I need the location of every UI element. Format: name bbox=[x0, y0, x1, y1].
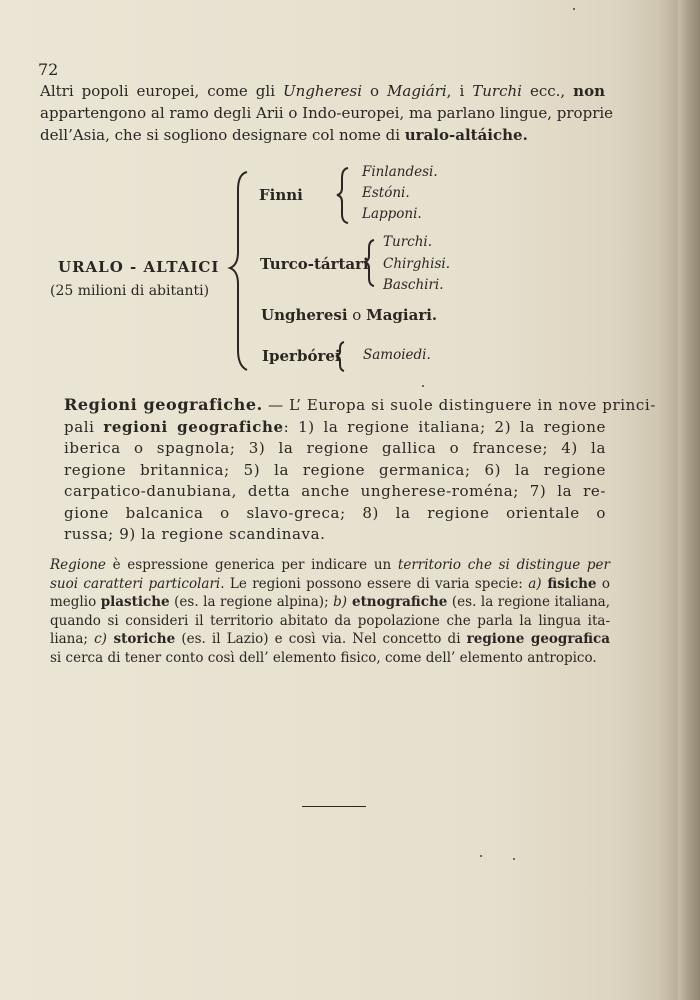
page-edge bbox=[678, 0, 700, 1000]
intro-line-3: dell’Asia, che si sogliono designare col nome di uralo-altáiche. bbox=[40, 126, 528, 144]
note-line-3: meglio plastiche (es. la regione alpina); b) etnografiche (es. la regione italiana, bbox=[50, 594, 610, 610]
end-rule bbox=[302, 806, 366, 807]
classification-diagram bbox=[0, 160, 700, 385]
note-line-1: Regione è espressione generica per indicare un territorio che si distingue per bbox=[50, 557, 610, 573]
section-line-4: regione britannica; 5) la regione germanica; 6) la regione bbox=[64, 460, 606, 479]
paper-speck bbox=[422, 385, 424, 387]
section-line-6: gione balcanica o slavo-greca; 8) la regione orientale o bbox=[64, 503, 606, 522]
section-line-3: iberica o spagnola; 3) la regione gallica o francese; 4) la bbox=[64, 439, 606, 457]
section-title: Regioni geografiche. bbox=[64, 395, 263, 414]
main-brace bbox=[230, 172, 247, 370]
member-samoiedi: Samoiedi. bbox=[363, 347, 431, 363]
main-group-label: URALO - ALTAICI bbox=[58, 258, 220, 276]
main-group-population: (25 milioni di abitanti) bbox=[50, 283, 210, 299]
member-turchi: Turchi. bbox=[383, 234, 433, 250]
intro-line-2: appartengono al ramo degli Arii o Indo-europei, ma parlano lingue, proprie bbox=[40, 104, 614, 122]
page-number: 72 bbox=[38, 60, 59, 79]
member-estoni: Estóni. bbox=[362, 185, 410, 201]
member-baschiri: Baschiri. bbox=[383, 277, 444, 293]
group-turco-tartari: Turco-tártari bbox=[260, 255, 369, 273]
group-ungheresi: Ungheresi o Magiari. bbox=[261, 306, 438, 324]
member-chirghisi: Chirghisi. bbox=[383, 256, 450, 272]
footnote bbox=[50, 556, 610, 667]
finni-brace bbox=[337, 168, 348, 223]
intro-paragraph bbox=[40, 80, 614, 146]
section-line-1: Regioni geografiche. — L’ Europa si suole distinguere in nove princi- bbox=[64, 395, 656, 414]
paper-speck bbox=[573, 8, 575, 10]
note-line-2: suoi caratteri particolari. Le regioni possono essere di varia specie: a) fisiche o bbox=[50, 575, 610, 592]
section-line-2: pali regioni geografiche: 1) la regione italiana; 2) la regione bbox=[64, 417, 606, 436]
member-lapponi: Lapponi. bbox=[362, 206, 422, 222]
note-line-6: si cerca di tener conto così dell’ elemento fisico, come dell’ elemento antropico. bbox=[50, 649, 597, 666]
note-line-4: quando si consideri il territorio abitato da popolazione che parla la lingua ita- bbox=[50, 612, 610, 629]
intro-line-1: Altri popoli europei, come gli Ungheresi o Magiári, i Turchi ecc., non bbox=[40, 82, 605, 100]
paper-speck bbox=[480, 855, 482, 857]
paper-speck bbox=[513, 858, 515, 860]
regioni-section bbox=[64, 394, 656, 546]
member-finlandesi: Finlandesi. bbox=[362, 164, 438, 180]
group-finni: Finni bbox=[259, 186, 303, 204]
group-iperborei: Iperbórei bbox=[262, 347, 341, 365]
note-line-5: liana; c) storiche (es. il Lazio) e così via. Nel concetto di regione geografica bbox=[50, 631, 610, 647]
section-line-7: russa; 9) la regione scandinava. bbox=[64, 525, 326, 543]
section-line-5: carpatico-danubiana, detta anche ungherese-roména; 7) la re- bbox=[64, 482, 606, 500]
